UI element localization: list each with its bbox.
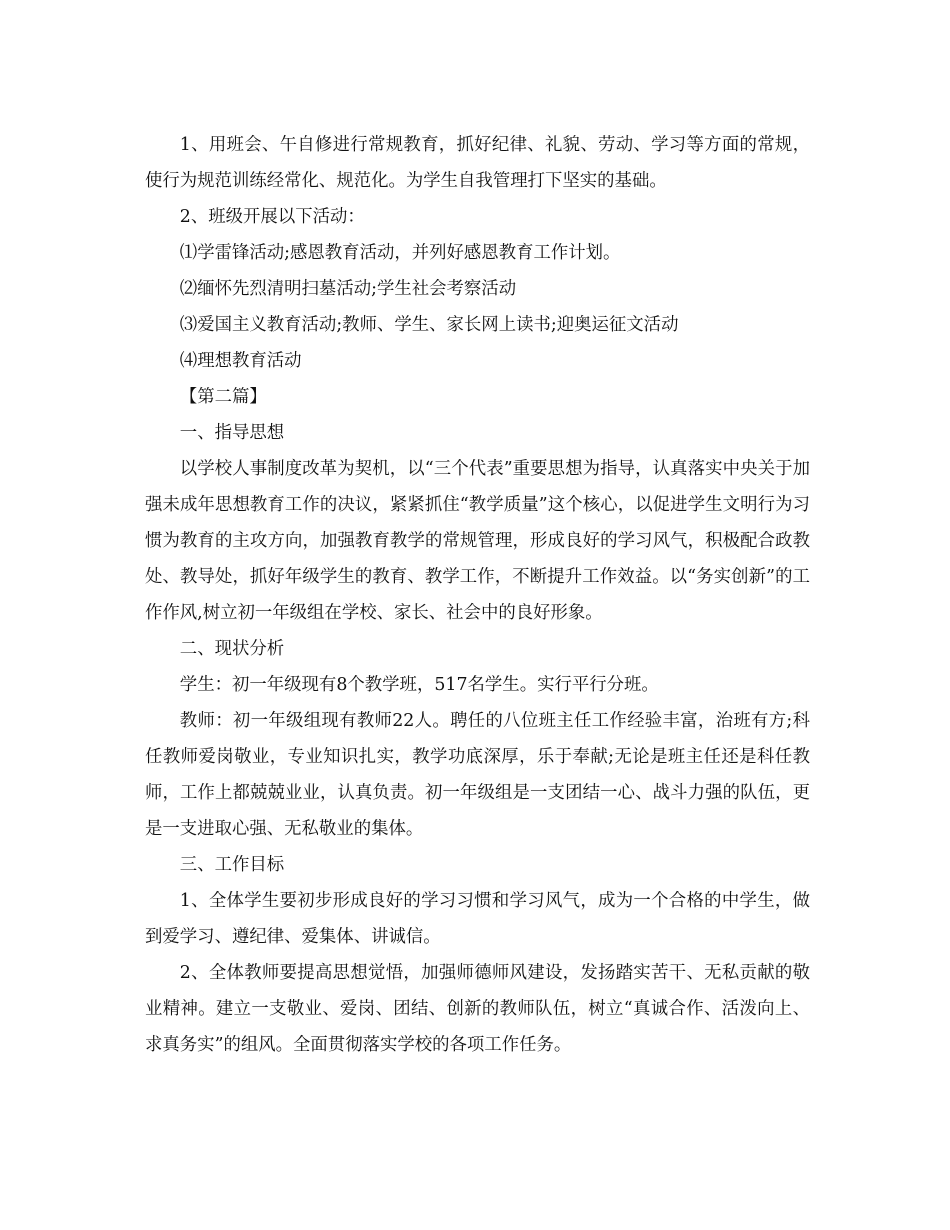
list-item-activity-3: ⑶爱国主义教育活动;教师、学生、家长网上读书;迎奥运征文活动 (179, 315, 679, 335)
list-item-activity-4: ⑷理想教育活动 (179, 351, 302, 371)
document-body (145, 127, 810, 1063)
paragraph-guiding-ideology: 以学校人事制度改革为契机，以“三个代表”重要思想为指导，认真落实中央关于加强未成年思想教育工作的决议，紧紧抓住“教学质量”这个核心，以促进学生文明行为习惯为教育的主攻方向，加强教育教学的常规管理，形成良好的学习风气，积极配合政教处、教导处，抓好年级学生的教育、教学工作，不断提升工作效益。以“务实创新”的工作作风,树立初一年级组在学校、家长、社会中的良好形象。 (145, 459, 810, 623)
paragraph-goal-students: 1、全体学生要初步形成良好的学习习惯和学习风气，成为一个合格的中学生，做到爱学习、遵纪律、爱集体、讲诚信。 (145, 891, 810, 947)
section-title-part-two: 【第二篇】 (179, 387, 267, 407)
list-item-activity-2: ⑵缅怀先烈清明扫墓活动;学生社会考察活动 (179, 279, 517, 299)
paragraph-goal-teachers: 2、全体教师要提高思想觉悟，加强师德师风建设，发扬踏实苦干、无私贡献的敬业精神。建立一支敬业、爱岗、团结、创新的教师队伍，树立“真诚合作、活泼向上、求真务实”的组风。全面贯彻落实学校的各项工作任务。 (145, 963, 810, 1055)
heading-guiding-ideology: 一、指导思想 (179, 423, 285, 443)
paragraph-routine-education: 1、用班会、午自修进行常规教育，抓好纪律、礼貌、劳动、学习等方面的常规，使行为规范训练经常化、规范化。为学生自我管理打下坚实的基础。 (145, 135, 810, 191)
paragraph-class-activities-heading: 2、班级开展以下活动： (179, 207, 365, 227)
paragraph-teachers: 教师：初一年级组现有教师22人。聘任的八位班主任工作经验丰富，治班有方;科任教师爱岗敬业，专业知识扎实，教学功底深厚，乐于奉献;无论是班主任还是科任教师，工作上都兢兢业业，认真负责。初一年级组是一支团结一心、战斗力强的队伍，更是一支进取心强、无私敬业的集体。 (145, 711, 810, 839)
heading-current-analysis: 二、现状分析 (179, 639, 285, 659)
paragraph-students: 学生：初一年级现有8个教学班，517名学生。实行平行分班。 (179, 675, 659, 695)
list-item-activity-1: ⑴学雷锋活动;感恩教育活动，并列好感恩教育工作计划。 (179, 243, 621, 263)
heading-work-goals: 三、工作目标 (179, 855, 285, 875)
